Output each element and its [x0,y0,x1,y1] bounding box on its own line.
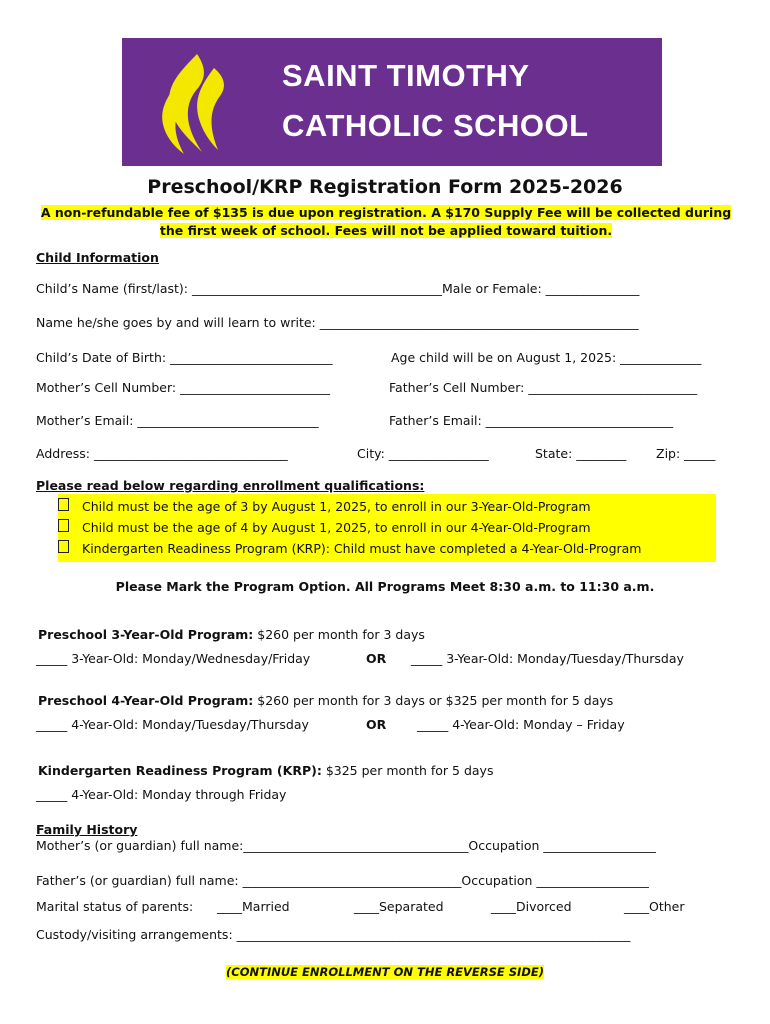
preschool-4-heading [38,693,613,708]
checkbox-icon [58,540,69,553]
flame-logo-icon [142,48,252,158]
qualification-item: Child must be the age of 4 by August 1, 2025, to enroll in our 4-Year-Old-Program [82,520,591,535]
continue-notice [0,961,770,980]
krp-heading [38,763,493,778]
custody-field[interactable]: Custody/visiting arrangements: _______________________________________________________________ [36,927,631,942]
program-price: $325 per month for 5 days [325,763,494,778]
program-title: Preschool 3-Year-Old Program: [38,627,254,642]
qualifications-list [58,494,716,562]
dob-field[interactable]: Child’s Date of Birth: __________________________ [36,350,333,365]
fee-notice-line2: the first week of school. Fees will not be applied toward tuition. [159,223,613,238]
father-name-field[interactable]: Father’s (or guardian) full name: ___________________________________Occupation __________________ [36,873,649,888]
marital-status-label: Marital status of parents: [36,899,194,914]
qualification-item: Kindergarten Readiness Program (KRP): Child must have completed a 4-Year-Old-Program [82,541,642,556]
program-price: $260 per month for 3 days or $325 per month for 5 days [257,693,614,708]
p3-option-mwf[interactable]: _____ 3-Year-Old: Monday/Wednesday/Friday [36,651,311,666]
program-price: $260 per month for 3 days [257,627,425,642]
qualifications-heading: Please read below regarding enrollment qualifications: [36,478,425,493]
address-field[interactable]: Address: _______________________________ [36,446,288,461]
p4-option-mtth[interactable]: _____ 4-Year-Old: Monday/Tuesday/Thursday [36,717,309,732]
continue-text: (CONTINUE ENROLLMENT ON THE REVERSE SIDE) [226,965,544,979]
age-field[interactable]: Age child will be on August 1, 2025: _____________ [391,350,702,365]
school-name-line1: SAINT TIMOTHY [282,58,530,93]
divorced-option[interactable]: ____Divorced [491,899,572,914]
goes-by-field[interactable]: Name he/she goes by and will learn to write: ___________________________________________________ [36,315,639,330]
qualification-item: Child must be the age of 3 by August 1, 2025, to enroll in our 3-Year-Old-Program [82,499,591,514]
p3-option-mtth[interactable]: _____ 3-Year-Old: Monday/Tuesday/Thursday [411,651,684,666]
or-label: OR [366,717,387,732]
mother-cell-field[interactable]: Mother’s Cell Number: ________________________ [36,380,331,395]
child-info-heading: Child Information [36,250,159,265]
fee-notice [36,204,736,240]
krp-option[interactable]: _____ 4-Year-Old: Monday through Friday [36,787,287,802]
preschool-3-heading [38,627,425,642]
or-label: OR [366,651,387,666]
program-intro: Please Mark the Program Option. All Programs Meet 8:30 a.m. to 11:30 a.m. [115,579,655,594]
father-email-field[interactable]: Father’s Email: ______________________________ [389,413,674,428]
family-history-heading: Family History [36,822,138,837]
program-title: Preschool 4-Year-Old Program: [38,693,254,708]
father-cell-field[interactable]: Father’s Cell Number: ___________________________ [389,380,698,395]
school-banner [122,38,662,166]
separated-option[interactable]: ____Separated [354,899,444,914]
child-name-field[interactable]: Child’s Name (first/last): ________________________________________Male or Female: _______________ [36,281,640,296]
checkbox-icon [58,519,69,532]
other-option[interactable]: ____Other [624,899,685,914]
mother-name-field[interactable]: Mother’s (or guardian) full name:____________________________________Occupation __________________ [36,838,656,853]
program-title: Kindergarten Readiness Program (KRP): [38,763,322,778]
form-title: Preschool/KRP Registration Form 2025-2026 [147,176,623,198]
city-field[interactable]: City: ________________ [357,446,489,461]
school-name-line2: CATHOLIC SCHOOL [282,108,589,143]
checkbox-icon [58,498,69,511]
state-field[interactable]: State: ________ [535,446,627,461]
married-option[interactable]: ____Married [217,899,290,914]
fee-notice-line1: A non-refundable fee of $135 is due upon registration. A $170 Supply Fee will be collected during [40,205,732,220]
p4-option-mf[interactable]: _____ 4-Year-Old: Monday – Friday [417,717,625,732]
mother-email-field[interactable]: Mother’s Email: _____________________________ [36,413,319,428]
zip-field[interactable]: Zip: _____ [656,446,716,461]
